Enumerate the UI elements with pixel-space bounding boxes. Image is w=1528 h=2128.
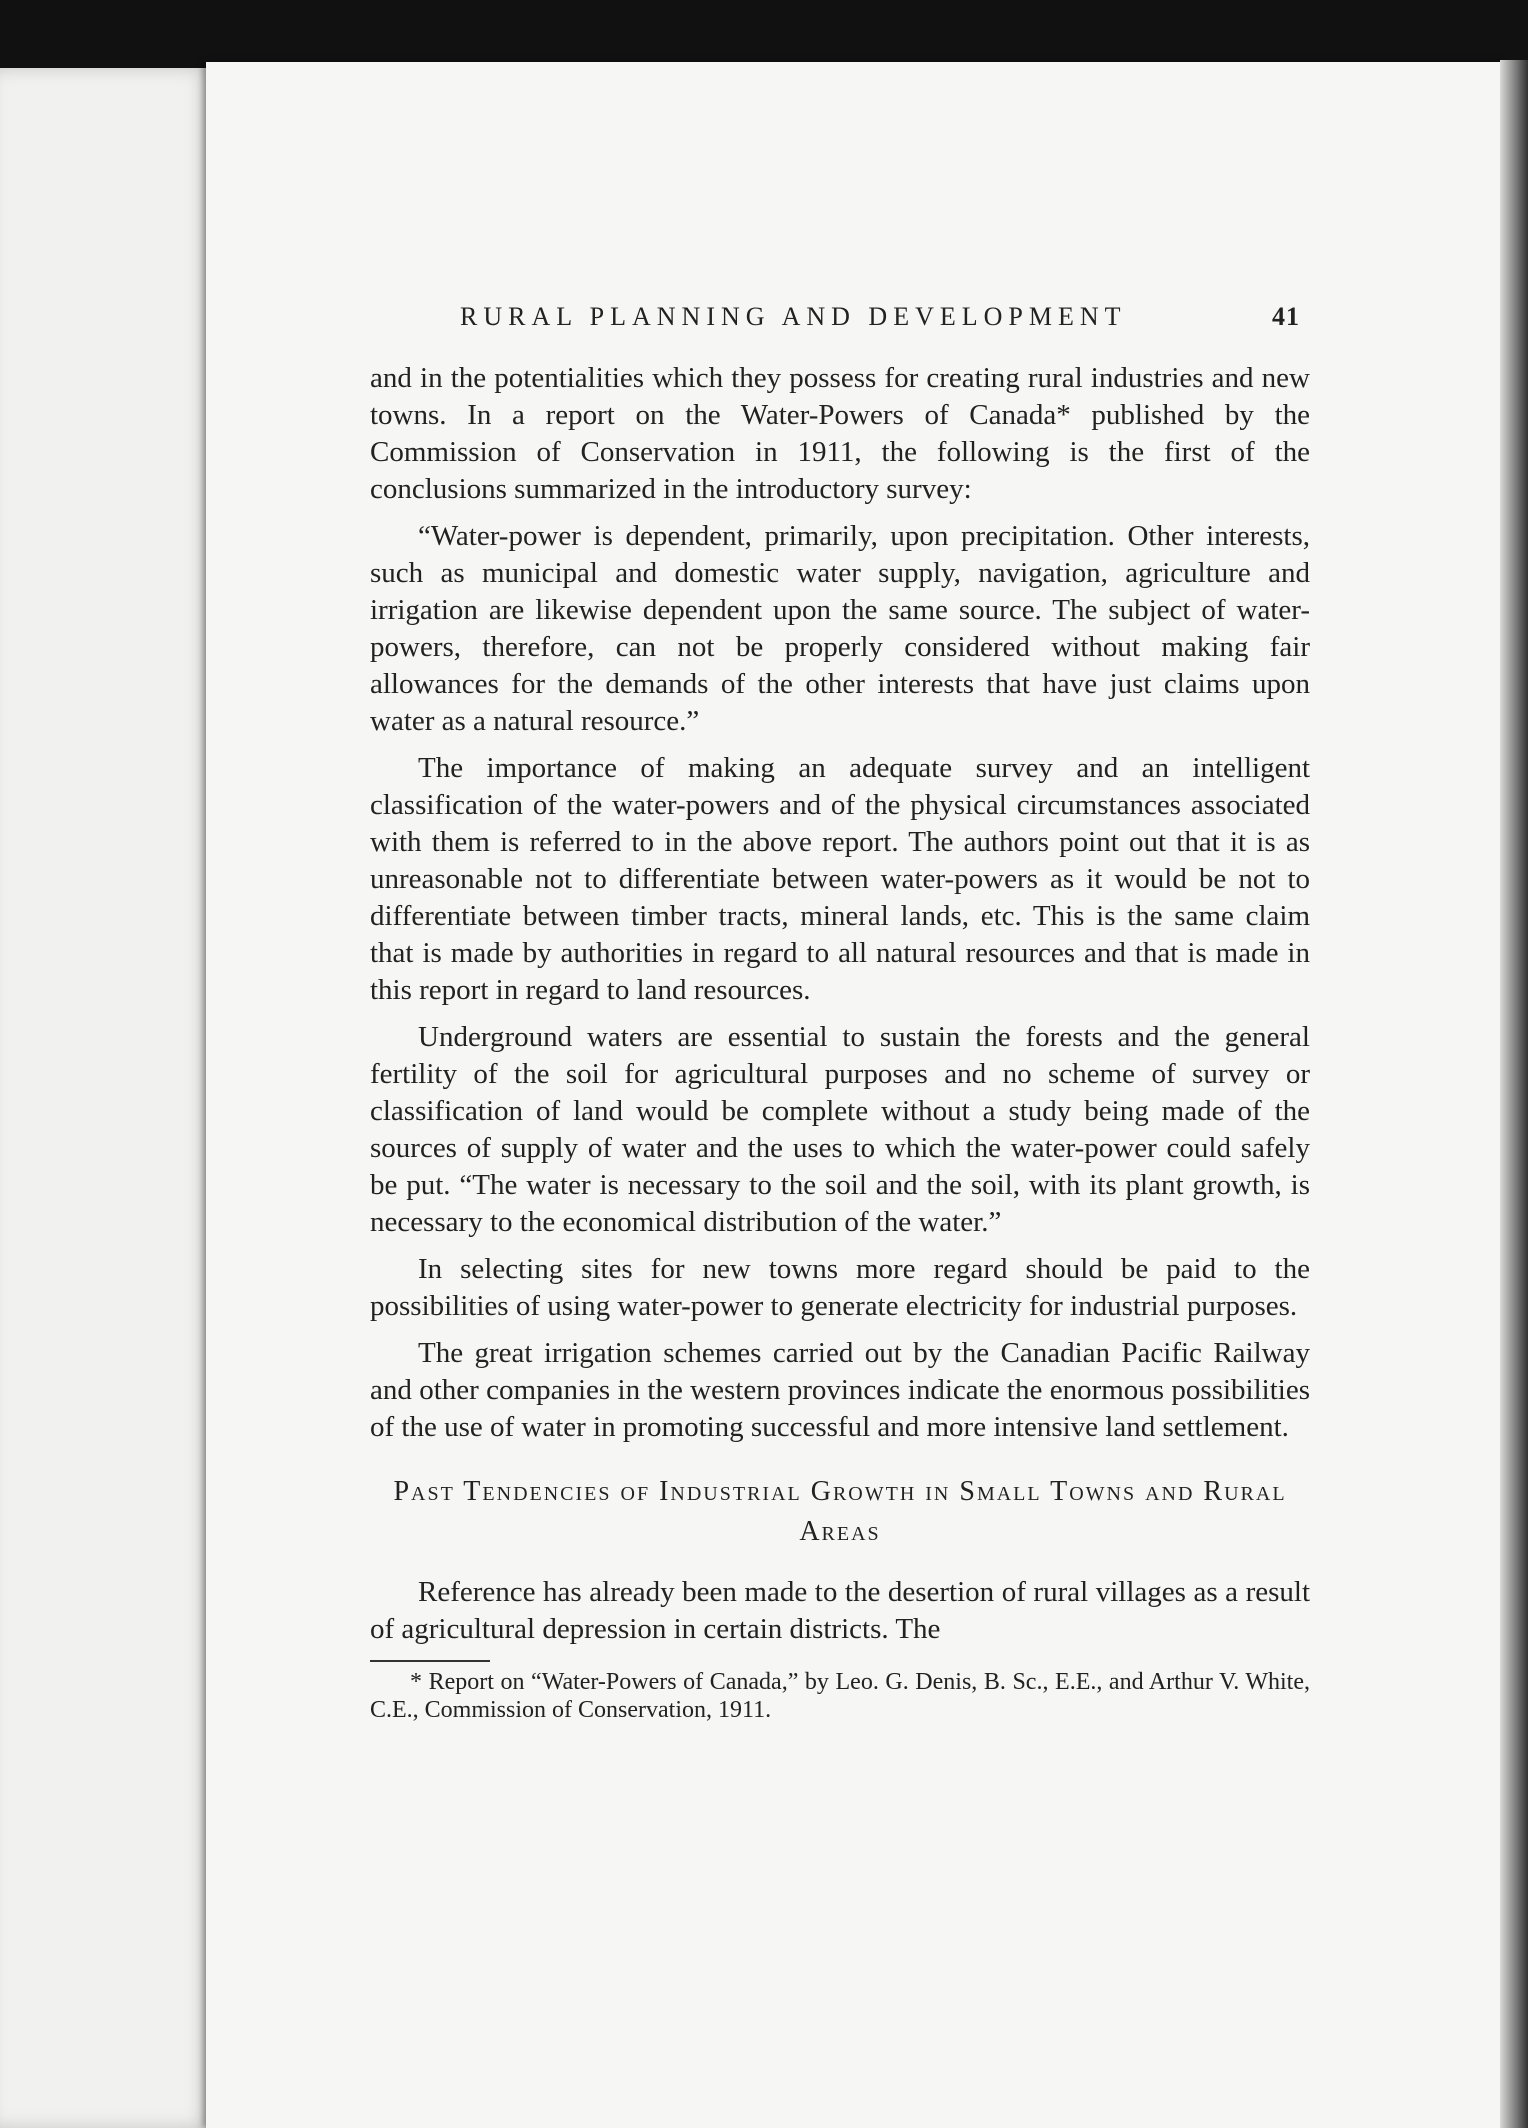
page-right-edge bbox=[1500, 60, 1528, 2128]
paragraph-5: In selecting sites for new towns more regard should be paid to the possibilities of using water-power to generate electricity for industrial purposes. bbox=[370, 1253, 1310, 1322]
paragraph-1: and in the potentialities which they possess for creating rural industries and new towns. In a report on the Water-Powers of Canada* published by the Commission of Conservation in 1911, the following is the first of the conclusions summarized in the introductory survey: bbox=[370, 362, 1310, 505]
paragraph-closing: Reference has already been made to the desertion of rural villages as a result of agricultural depression in certain districts. The bbox=[370, 1576, 1310, 1645]
page-number: 41 bbox=[1272, 302, 1300, 331]
paragraph-3: The importance of making an adequate survey and an intelligent classification of the water-powers and of the physical circumstances associated with them is referred to in the above report. The authors point out that it is as unreasonable not to differentiate between water-powers as it would be not to differentiate between timber tracts, mineral lands, etc. This is the same claim that is made by authorities in regard to all natural resources and that is made in this report in regard to land resources. bbox=[370, 752, 1310, 1006]
section-heading: Past Tendencies of Industrial Growth in Small Towns and Rural Areas bbox=[393, 1476, 1287, 1547]
running-head-title: RURAL PLANNING AND DEVELOPMENT bbox=[460, 302, 1127, 331]
page-content bbox=[370, 302, 1310, 1724]
paragraph-quote: “Water-power is dependent, primarily, upon precipitation. Other interests, such as municipal and domestic water supply, navigation, agriculture and irrigation are likewise dependent upon the same source. The subject of water-powers, therefore, can not be properly considered without making fair allowances for the demands of the other interests that have just claims upon water as a natural resource.” bbox=[370, 520, 1310, 737]
running-head bbox=[460, 302, 1300, 332]
facing-page-edge bbox=[0, 68, 212, 2128]
book-page bbox=[206, 62, 1506, 2128]
paragraph-4: Underground waters are essential to sustain the forests and the general fertility of the soil for agricultural purposes and no scheme of survey or classification of land would be complete without a study being made of the sources of supply of water and the uses to which the water-power could safely be put. “The water is necessary to the soil and the soil, with its plant growth, is necessary to the economical distribution of the water.” bbox=[370, 1021, 1310, 1238]
paragraph-6: The great irrigation schemes carried out by the Canadian Pacific Railway and other companies in the western provinces indicate the enormous possibilities of the use of water in promoting successful and more intensive land settlement. bbox=[370, 1337, 1310, 1443]
footnote: * Report on “Water-Powers of Canada,” by Leo. G. Denis, B. Sc., E.E., and Arthur V. White, C.E., Commission of Conservation, 1911. bbox=[370, 1669, 1310, 1723]
footnote-rule bbox=[370, 1660, 490, 1662]
